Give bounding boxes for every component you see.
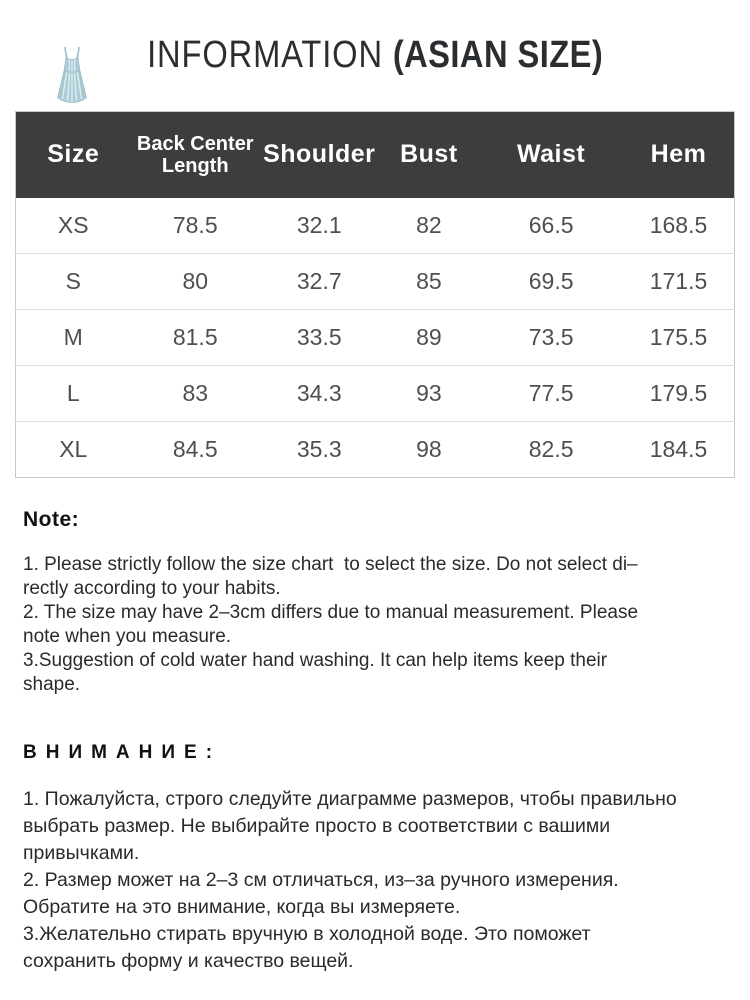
attention-text <box>23 786 750 975</box>
attention-line: 2. Размер может на 2–3 см отличаться, из–за ручного измерения. <box>23 869 619 891</box>
waist-cell: 66.5 <box>479 198 623 254</box>
size-cell: XS <box>16 198 131 254</box>
page-title-light: INFORMATION <box>146 34 393 76</box>
column-header-bust <box>379 112 480 198</box>
hem-cell: 179.5 <box>623 366 734 422</box>
attention-line: 3.Желательно стирать вручную в холодной воде. Это поможет <box>23 923 591 945</box>
column-header-label: Size <box>47 140 100 169</box>
bust-cell: 93 <box>379 366 480 422</box>
bust-cell: 85 <box>379 254 480 310</box>
column-header-size <box>16 112 131 198</box>
attention-line: 1. Пожалуйста, строго следуйте диаграмме размеров, чтобы правильно <box>23 788 677 810</box>
back-center-length-cell: 84.5 <box>131 422 260 478</box>
page-header <box>0 0 750 111</box>
shoulder-cell: 33.5 <box>260 310 379 366</box>
waist-cell: 69.5 <box>479 254 623 310</box>
attention-section <box>23 742 750 975</box>
hem-cell: 184.5 <box>623 422 734 478</box>
table-row-l <box>16 366 735 422</box>
hem-cell: 171.5 <box>623 254 734 310</box>
size-cell: L <box>16 366 131 422</box>
table-row-s <box>16 254 735 310</box>
column-header-label: Waist <box>516 140 586 169</box>
back-center-length-cell: 78.5 <box>131 198 260 254</box>
table-row-xs <box>16 198 735 254</box>
attention-line: сохранить форму и качество вещей. <box>23 950 354 972</box>
hem-cell: 168.5 <box>623 198 734 254</box>
attention-heading: ВНИМАНИЕ: <box>23 742 222 763</box>
note-line: 1. Please strictly follow the size chart to select the size. Do not select di– <box>23 554 638 575</box>
column-header-label: Length <box>161 154 229 177</box>
waist-cell: 73.5 <box>479 310 623 366</box>
shoulder-cell: 32.7 <box>260 254 379 310</box>
size-chart-table <box>15 111 735 478</box>
size-cell: XL <box>16 422 131 478</box>
size-chart-header-row <box>16 112 735 198</box>
note-line: note when you measure. <box>23 626 232 647</box>
bust-cell: 82 <box>379 198 480 254</box>
note-section <box>23 508 750 697</box>
column-header-label: Shoulder <box>263 140 376 169</box>
column-header-shoulder <box>260 112 379 198</box>
size-cell: M <box>16 310 131 366</box>
back-center-length-cell: 83 <box>131 366 260 422</box>
note-text <box>23 553 750 697</box>
column-header-back-center-length <box>131 112 260 198</box>
size-cell: S <box>16 254 131 310</box>
attention-line: привычками. <box>23 842 140 864</box>
waist-cell: 77.5 <box>479 366 623 422</box>
shoulder-cell: 35.3 <box>260 422 379 478</box>
column-header-label: Hem <box>650 140 707 169</box>
back-center-length-cell: 80 <box>131 254 260 310</box>
note-line: shape. <box>23 674 81 695</box>
note-line: rectly according to your habits. <box>23 578 281 599</box>
hem-cell: 175.5 <box>623 310 734 366</box>
column-header-label: Bust <box>400 140 458 169</box>
shoulder-cell: 32.1 <box>260 198 379 254</box>
page-title-bold: (ASIAN SIZE) <box>392 34 604 76</box>
waist-cell: 82.5 <box>479 422 623 478</box>
page-title <box>0 34 750 77</box>
bust-cell: 89 <box>379 310 480 366</box>
table-row-xl <box>16 422 735 478</box>
note-heading: Note: <box>23 508 80 531</box>
column-header-hem <box>623 112 734 198</box>
attention-line: Обратите на это внимание, когда вы измеряете. <box>23 896 461 918</box>
table-row-m <box>16 310 735 366</box>
back-center-length-cell: 81.5 <box>131 310 260 366</box>
note-line: 2. The size may have 2–3cm differs due to manual measurement. Please <box>23 602 639 623</box>
bust-cell: 98 <box>379 422 480 478</box>
column-header-waist <box>479 112 623 198</box>
shoulder-cell: 34.3 <box>260 366 379 422</box>
note-line: 3.Suggestion of cold water hand washing. It can help items keep their <box>23 650 608 671</box>
attention-line: выбрать размер. Не выбирайте просто в соответствии с вашими <box>23 815 611 837</box>
column-header-label: Back Center <box>136 132 254 155</box>
